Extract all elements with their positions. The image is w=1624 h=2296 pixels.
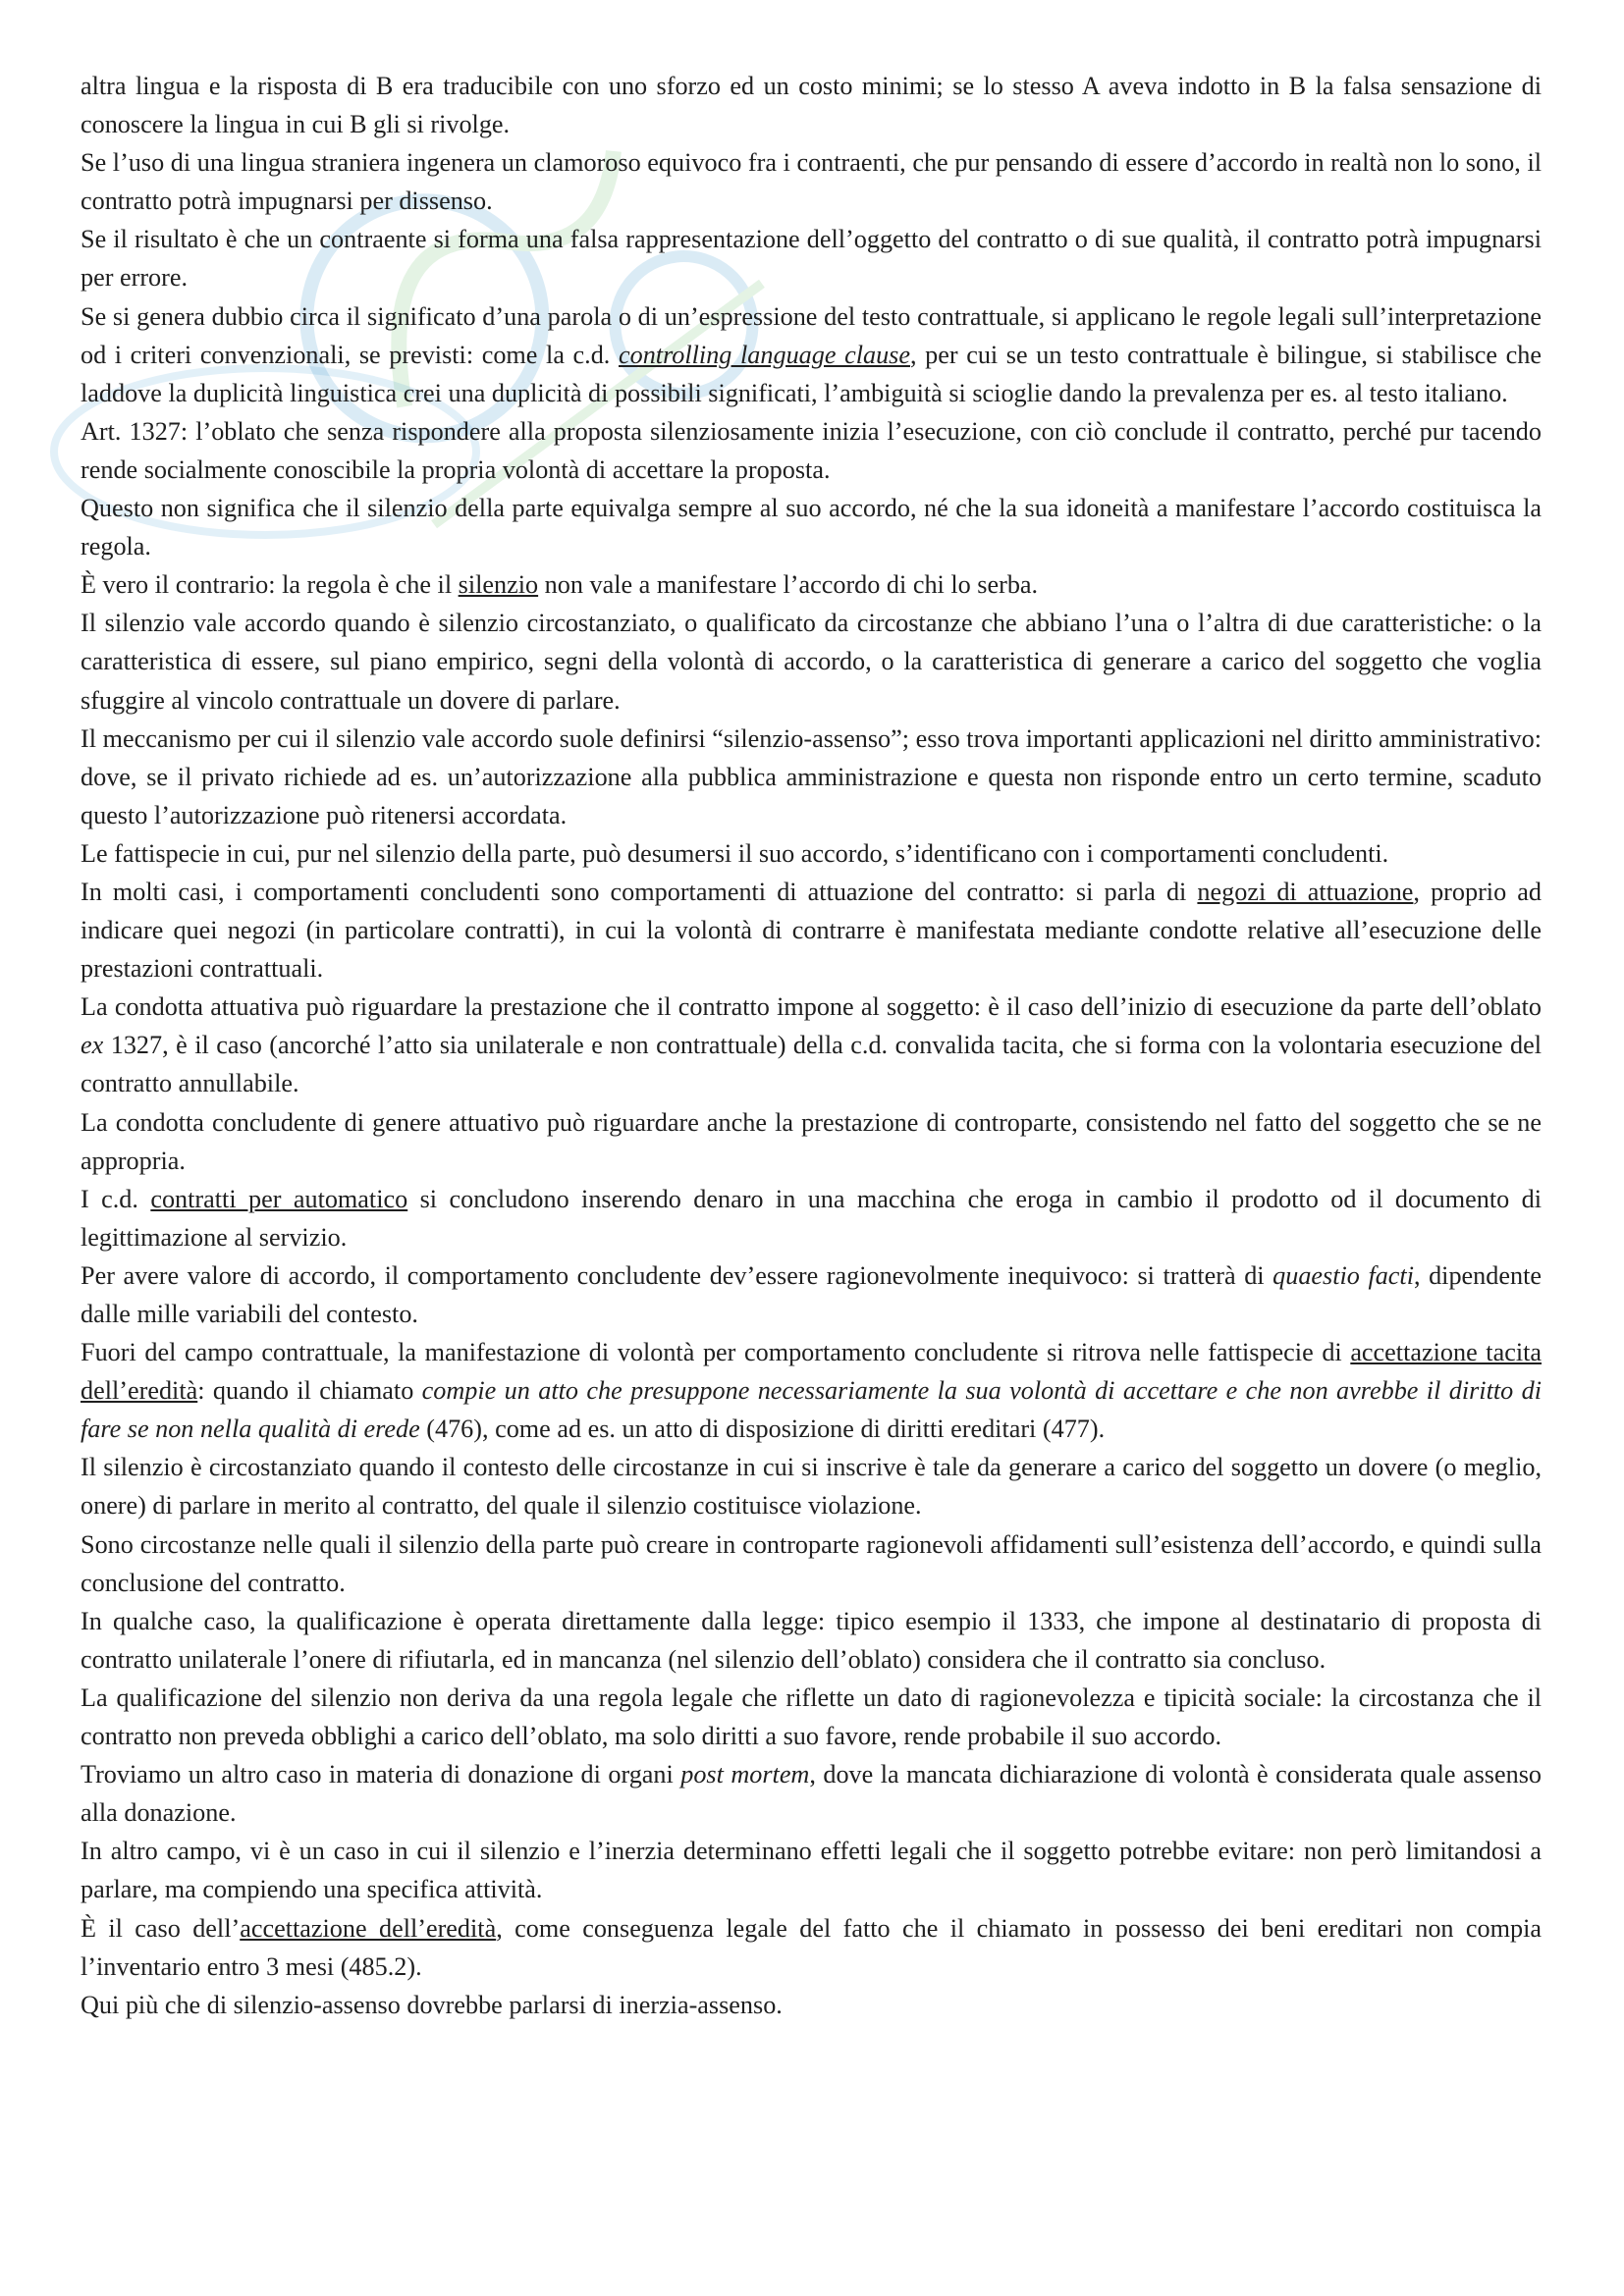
text-run: Il silenzio è circostanziato quando il contesto delle circostanze in cui si inscrive è tale da generare a carico del soggetto un dovere (o meglio, onere) di parlare in merito al contratto, del quale il silenzio costituisce violazione. xyxy=(81,1453,1542,1521)
paragraph xyxy=(81,1180,1542,1256)
paragraph xyxy=(81,1832,1542,1908)
text-run: : quando il chiamato xyxy=(197,1376,422,1406)
underlined-term: controlling language clause xyxy=(618,340,910,369)
text-run: Se si genera dubbio circa il significato d’una parola o di un’espressione del testo contrattuale, si applicano le regole legali sull’interpretazione od i criteri convenzionali, se previsti: come la c.d. xyxy=(81,301,1542,369)
text-run: , proprio ad indicare quei negozi (in particolare contratti), in cui la volontà di contrarre è manifestata mediante condotte relative all’esecuzione delle prestazioni contrattuali. xyxy=(81,877,1542,984)
text-run: si concludono inserendo denaro in una macchina che eroga in cambio il prodotto od il documento di legittimazione al servizio. xyxy=(81,1184,1542,1252)
underlined-term: accettazione dell’eredità xyxy=(240,1913,497,1943)
text-run: , per cui se un testo contrattuale è bilingue, si stabilisce che laddove la duplicità linguistica crei una duplicità di possibili significati, l’ambiguità si scioglie dando la prevalenza per es. al testo italiano. xyxy=(81,340,1542,407)
text-run: Questo non significa che il silenzio della parte equivalga sempre al suo accordo, né che la sua idoneità a manifestare l’accordo costituisca la regola. xyxy=(81,494,1542,561)
paragraph xyxy=(81,873,1542,988)
text-run: Sono circostanze nelle quali il silenzio della parte può creare in controparte ragionevoli affidamenti sull’esistenza dell’accordo, e quindi sulla conclusione del contratto. xyxy=(81,1529,1542,1597)
text-run: Fuori del campo contrattuale, la manifestazione di volontà per comportamento concludente si ritrova nelle fattispecie di xyxy=(81,1338,1351,1367)
text-run: Qui più che di silenzio-assenso dovrebbe parlarsi di inerzia-assenso. xyxy=(81,1990,783,2019)
italic-term: post mortem xyxy=(680,1760,810,1789)
paragraph xyxy=(81,1909,1542,1986)
paragraph xyxy=(81,1679,1542,1755)
paragraph xyxy=(81,1602,1542,1679)
text-run: In altro campo, vi è un caso in cui il silenzio e l’inerzia determinano effetti legali che il soggetto potrebbe evitare: non però limitandosi a parlare, ma compiendo una specifica attività. xyxy=(81,1837,1542,1904)
text-run: , come conseguenza legale del fatto che il chiamato in possesso dei beni ereditari non compia l’inventario entro 3 mesi (485.2). xyxy=(81,1913,1542,1981)
paragraph xyxy=(81,604,1542,719)
paragraph xyxy=(81,1448,1542,1524)
underlined-term: contratti per automatico xyxy=(150,1184,408,1213)
paragraph xyxy=(81,720,1542,834)
text-run: Se il risultato è che un contraente si forma una falsa rappresentazione dell’oggetto del contratto o di sue qualità, il contratto potrà impugnarsi per errore. xyxy=(81,225,1542,293)
text-run: Se l’uso di una lingua straniera ingenera un clamoroso equivoco fra i contraenti, che pur pensando di essere d’accordo in realtà non lo sono, il contratto potrà impugnarsi per dissenso. xyxy=(81,148,1542,216)
text-run: La condotta attuativa può riguardare la prestazione che il contratto impone al soggetto: è il caso dell’inizio di esecuzione da parte dell’oblato xyxy=(81,992,1542,1022)
text-run: In qualche caso, la qualificazione è operata direttamente dalla legge: tipico esempio il 1333, che impone al destinatario di proposta di contratto unilaterale l’onere di rifiutarla, ed in mancanza (nel silenzio dell’oblato) considera che il contratto sia concluso. xyxy=(81,1606,1542,1674)
text-run: altra lingua e la risposta di B era traducibile con uno sforzo ed un costo minimi; se lo stesso A aveva indotto in B la falsa sensazione di conoscere la lingua in cui B gli si rivolge. xyxy=(81,72,1542,139)
paragraph xyxy=(81,297,1542,412)
text-run: , dove la mancata dichiarazione di volontà è considerata quale assenso alla donazione. xyxy=(81,1760,1542,1828)
document-page xyxy=(81,67,1542,2024)
italic-term: quaestio facti xyxy=(1272,1260,1414,1290)
text-run: (476), come ad es. un atto di disposizione di diritti ereditari (477). xyxy=(419,1415,1106,1444)
paragraph xyxy=(81,489,1542,565)
paragraph xyxy=(81,67,1542,143)
text-run: non vale a manifestare l’accordo di chi lo serba. xyxy=(538,570,1039,600)
paragraph xyxy=(81,143,1542,220)
text-run: La qualificazione del silenzio non deriva da una regola legale che riflette un dato di ragionevolezza e tipicità sociale: la circostanza che il contratto non preveda obblighi a carico dell’oblato, ma solo diritti a suo favore, rende probabile il suo accordo. xyxy=(81,1682,1542,1751)
italic-term: ex xyxy=(81,1031,104,1060)
text-run: Troviamo un altro caso in materia di donazione di organi xyxy=(81,1760,681,1789)
text-run: È vero il contrario: la regola è che il xyxy=(81,570,459,600)
text-run: È il caso dell’ xyxy=(81,1913,241,1943)
paragraph xyxy=(81,1986,1542,2024)
text-run: Il meccanismo per cui il silenzio vale accordo suole definirsi “silenzio-assenso”; esso trova importanti applicazioni nel diritto amministrativo: dove, se il privato richiede ad es. un’autorizzazione alla pubblica amministrazione e questa non risponde entro un certo termine, scaduto questo l’autorizzazione può ritenersi accordata. xyxy=(81,723,1542,829)
text-run: In molti casi, i comportamenti concludenti sono comportamenti di attuazione del contratto: si parla di xyxy=(81,877,1198,906)
text-run: Il silenzio vale accordo quando è silenzio circostanziato, o qualificato da circostanze che abbiano l’una o l’altra di due caratteristiche: o la caratteristica di essere, sul piano empirico, segni della volontà di accordo, o la caratteristica di generare a carico del soggetto che voglia sfuggire al vincolo contrattuale un dovere di parlare. xyxy=(81,609,1542,715)
paragraph xyxy=(81,565,1542,604)
text-run: , dipendente dalle mille variabili del contesto. xyxy=(81,1260,1542,1328)
paragraph xyxy=(81,988,1542,1102)
text-run: Art. 1327: l’oblato che senza rispondere alla proposta silenziosamente inizia l’esecuzione, con ciò conclude il contratto, perché pur tacendo rende socialmente conoscibile la propria volontà di accettare la proposta. xyxy=(81,416,1542,484)
paragraph xyxy=(81,1103,1542,1180)
paragraph xyxy=(81,834,1542,873)
paragraph xyxy=(81,1333,1542,1448)
underlined-term: silenzio xyxy=(458,570,539,600)
text-run: I c.d. xyxy=(81,1184,151,1213)
text-run: Per avere valore di accordo, il comportamento concludente dev’essere ragionevolmente inequivoco: si tratterà di xyxy=(81,1260,1273,1290)
text-run: Le fattispecie in cui, pur nel silenzio della parte, può desumersi il suo accordo, s’identificano con i comportamenti concludenti. xyxy=(81,838,1389,868)
document-body xyxy=(81,67,1542,2024)
paragraph xyxy=(81,220,1542,296)
paragraph xyxy=(81,1256,1542,1333)
paragraph xyxy=(81,412,1542,489)
text-run: La condotta concludente di genere attuativo può riguardare anche la prestazione di controparte, consistendo nel fatto del soggetto che se ne appropria. xyxy=(81,1107,1542,1175)
paragraph xyxy=(81,1755,1542,1832)
underlined-term: negozi di attuazione xyxy=(1197,877,1414,906)
paragraph xyxy=(81,1525,1542,1602)
italic-term: compie un atto che presuppone necessariamente la sua volontà di accettare e che non avrebbe il diritto di fare se non nella qualità di erede xyxy=(81,1376,1542,1444)
text-run: 1327, è il caso (ancorché l’atto sia unilaterale e non contrattuale) della c.d. convalida tacita, che si forma con la volontaria esecuzione del contratto annullabile. xyxy=(81,1031,1542,1098)
underlined-term: accettazione tacita dell’eredità xyxy=(81,1338,1543,1406)
